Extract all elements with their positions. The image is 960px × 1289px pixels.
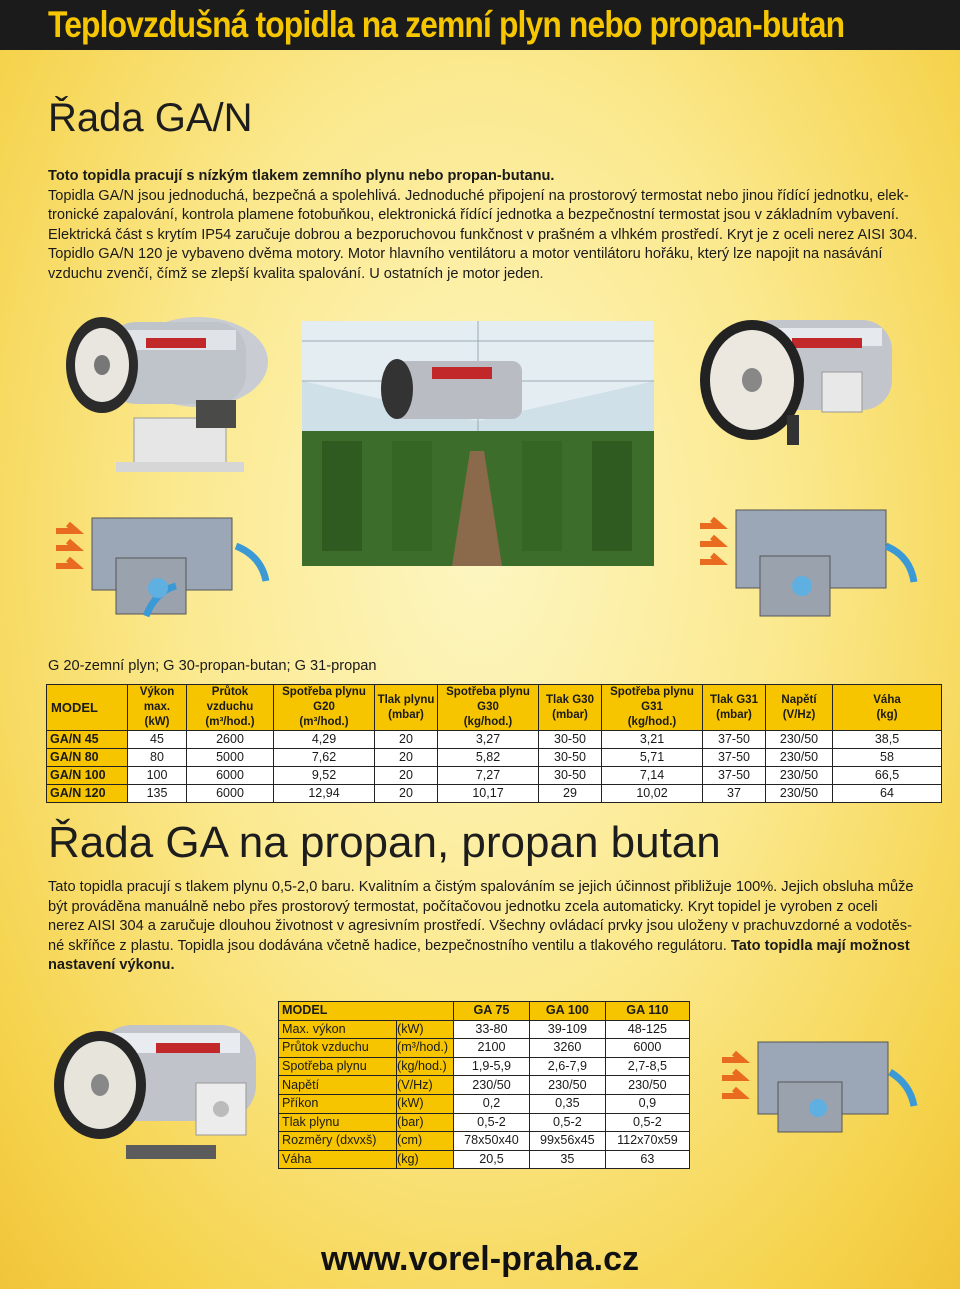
table-cell: 6000 — [187, 767, 274, 785]
table-header-cell: Tlak G30 (mbar) — [539, 685, 602, 731]
table-row — [279, 1094, 690, 1113]
table-header-cell: Výkon max. (kW) — [128, 685, 187, 731]
table-cell: 12,94 — [274, 785, 375, 803]
table-cell: 9,52 — [274, 767, 375, 785]
table-cell: 30-50 — [539, 767, 602, 785]
table-cell: 30-50 — [539, 731, 602, 749]
table-cell: 135 — [128, 785, 187, 803]
table-cell: 5,82 — [438, 749, 539, 767]
row-model-cell: GA/N 120 — [47, 785, 128, 803]
table-cell: 45 — [128, 731, 187, 749]
intro-line: Elektrická část s krytím IP54 zaručuje dobrou a bezporuchovou funkčnost v prašném a vlhkém prostředí. Kryt je z oceli nerez AISI 304. — [48, 226, 918, 243]
table-cell: 0,5-2 — [529, 1113, 605, 1132]
row-unit-cell: (kW) — [397, 1020, 454, 1039]
row-model-cell: GA/N 80 — [47, 749, 128, 767]
row-unit-cell: (V/Hz) — [397, 1076, 454, 1095]
table-cell: 0,2 — [454, 1094, 530, 1113]
table-cell: 112x70x59 — [605, 1132, 689, 1151]
row-label-cell: Max. výkon — [279, 1020, 397, 1039]
table-cell: 37-50 — [703, 749, 766, 767]
airflow-diagram-right — [690, 486, 930, 626]
para-line: nerez AISI 304 a zaručuje dlouhou životnost v agresivním prostředí. Všechny ovládací prvky jsou uloženy v prachuvzdorné a vodotěs- — [48, 918, 912, 934]
table-cell: 2100 — [454, 1039, 530, 1058]
table-cell: 37-50 — [703, 767, 766, 785]
row-label-cell: Průtok vzduchu — [279, 1039, 397, 1058]
gas-type-caption: G 20-zemní plyn; G 30-propan-butan; G 31-propan — [48, 658, 377, 674]
ga-n-spec-table — [46, 684, 942, 803]
section-heading-ga: Řada GA na propan, propan butan — [48, 818, 721, 867]
table-cell: 230/50 — [766, 731, 833, 749]
airflow-diagram-left — [46, 486, 286, 626]
table-header-cell: Spotřeba plynu G20 (m³/hod.) — [274, 685, 375, 731]
table-cell: 7,62 — [274, 749, 375, 767]
table-cell: 20 — [375, 785, 438, 803]
table-cell: 5,71 — [602, 749, 703, 767]
intro-line: Topidla GA/N jsou jednoduchá, bezpečná a spolehlivá. Jednoduché připojení na prostorový termostat nebo jinou řídící jednotku, elek- — [48, 187, 909, 204]
header-bar — [0, 0, 960, 50]
table-cell: 100 — [128, 767, 187, 785]
table-cell: 33-80 — [454, 1020, 530, 1039]
row-label-cell: Rozměry (dxvxš) — [279, 1132, 397, 1151]
table-cell: 6000 — [187, 785, 274, 803]
table-cell: 230/50 — [529, 1076, 605, 1095]
table-cell: 80 — [128, 749, 187, 767]
table-cell: 20,5 — [454, 1150, 530, 1169]
table-cell: 5000 — [187, 749, 274, 767]
intro-paragraph — [48, 167, 918, 284]
table-cell: 0,5-2 — [454, 1113, 530, 1132]
row-label-cell: Napětí — [279, 1076, 397, 1095]
table-cell: 1,9-5,9 — [454, 1057, 530, 1076]
heater-photo-ga-n-right — [692, 300, 932, 480]
row-unit-cell: (kg/hod.) — [397, 1057, 454, 1076]
table-cell: 6000 — [605, 1039, 689, 1058]
table-header-cell: GA 75 — [454, 1002, 530, 1021]
ga-spec-table — [278, 1001, 690, 1169]
table-row — [279, 1076, 690, 1095]
para-line: Tato topidla pracují s tlakem plynu 0,5-2,0 baru. Kvalitním a čistým spalováním se jejich účinnost přibližuje 100%. Jejich obsluha může — [48, 879, 914, 895]
table-cell: 63 — [605, 1150, 689, 1169]
table-header-cell: Tlak plynu (mbar) — [375, 685, 438, 731]
page-title: Teplovzdušná topidla na zemní plyn nebo propan-butan — [48, 4, 845, 45]
table-cell: 48-125 — [605, 1020, 689, 1039]
table-cell: 230/50 — [766, 767, 833, 785]
heater-photo-ga — [46, 1005, 266, 1175]
table-header-cell: GA 110 — [605, 1002, 689, 1021]
intro-lead: Toto topidla pracují s nízkým tlakem zemního plynu nebo propan-butanu. — [48, 168, 555, 184]
table-cell: 3260 — [529, 1039, 605, 1058]
table-cell: 66,5 — [833, 767, 942, 785]
table-cell: 2,6-7,9 — [529, 1057, 605, 1076]
table-cell: 230/50 — [454, 1076, 530, 1095]
para-line: né skříňce z plastu. Topidla jsou dodávána včetně hadice, bezpečnostního ventilu a tlakového regulátoru. — [48, 937, 727, 954]
table-cell: 0,9 — [605, 1094, 689, 1113]
table-header-cell: GA 100 — [529, 1002, 605, 1021]
table-row — [47, 767, 942, 785]
table-row — [279, 1020, 690, 1039]
intro-line: Topidlo GA/N 120 je vybaveno dvěma motory. Motor hlavního ventilátoru a motor ventilátoru hořáku, který lze napojit na nasávání — [48, 246, 883, 262]
table-row — [279, 1057, 690, 1076]
row-model-cell: GA/N 45 — [47, 731, 128, 749]
table-header-cell: MODEL — [47, 685, 128, 731]
table-row — [47, 731, 942, 749]
table-row — [279, 1113, 690, 1132]
table-cell: 37-50 — [703, 731, 766, 749]
table-header-cell: Průtok vzduchu (m³/hod.) — [187, 685, 274, 731]
ga-paragraph — [48, 878, 918, 976]
table-header-cell: MODEL — [279, 1002, 454, 1021]
row-unit-cell: (bar) — [397, 1113, 454, 1132]
table-cell: 4,29 — [274, 731, 375, 749]
row-unit-cell: (cm) — [397, 1132, 454, 1151]
table-header-cell: Tlak G31 (mbar) — [703, 685, 766, 731]
row-label-cell: Příkon — [279, 1094, 397, 1113]
table-cell: 10,17 — [438, 785, 539, 803]
table-cell: 10,02 — [602, 785, 703, 803]
table-header-row — [279, 1002, 690, 1021]
row-unit-cell: (m³/hod.) — [397, 1039, 454, 1058]
table-cell: 20 — [375, 749, 438, 767]
greenhouse-photo — [302, 321, 654, 566]
table-cell: 0,5-2 — [605, 1113, 689, 1132]
table-cell: 3,21 — [602, 731, 703, 749]
table-cell: 230/50 — [766, 749, 833, 767]
table-cell: 29 — [539, 785, 602, 803]
table-cell: 7,27 — [438, 767, 539, 785]
table-cell: 20 — [375, 731, 438, 749]
footer-url[interactable]: www.vorel-praha.cz — [320, 1240, 640, 1278]
row-label-cell: Spotřeba plynu — [279, 1057, 397, 1076]
table-cell: 30-50 — [539, 749, 602, 767]
row-unit-cell: (kW) — [397, 1094, 454, 1113]
table-cell: 20 — [375, 767, 438, 785]
section-heading-ga-n: Řada GA/N — [48, 96, 253, 140]
table-header-cell: Spotřeba plynu G31 (kg/hod.) — [602, 685, 703, 731]
table-cell: 7,14 — [602, 767, 703, 785]
table-header-row — [47, 685, 942, 731]
table-cell: 3,27 — [438, 731, 539, 749]
intro-line: tronické zapalování, kontrola plamene fotobuňkou, elektronická řídící jednotka a bezpečnostní termostat jsou v základním vybavení. — [48, 207, 899, 223]
table-cell: 35 — [529, 1150, 605, 1169]
table-cell: 78x50x40 — [454, 1132, 530, 1151]
row-label-cell: Váha — [279, 1150, 397, 1169]
table-header-cell: Váha (kg) — [833, 685, 942, 731]
table-cell: 64 — [833, 785, 942, 803]
table-cell: 230/50 — [766, 785, 833, 803]
table-row — [279, 1039, 690, 1058]
airflow-diagram-ga — [718, 1012, 918, 1142]
heater-photo-ga-n-left — [46, 300, 286, 480]
para-line: být prováděna manuálně nebo přes prostorový termostat, počítačovou jednotku zcela automaticky. Kryt topidel je vyroben z oceli — [48, 898, 878, 915]
table-cell: 99x56x45 — [529, 1132, 605, 1151]
table-cell: 39-109 — [529, 1020, 605, 1039]
table-header-cell: Spotřeba plynu G30 (kg/hod.) — [438, 685, 539, 731]
row-label-cell: Tlak plynu — [279, 1113, 397, 1132]
table-cell: 2600 — [187, 731, 274, 749]
table-cell: 2,7-8,5 — [605, 1057, 689, 1076]
table-cell: 58 — [833, 749, 942, 767]
para-emphasis: Tato topidla mají možnost nastavení výkonu. — [48, 937, 910, 973]
table-cell: 37 — [703, 785, 766, 803]
row-unit-cell: (kg) — [397, 1150, 454, 1169]
table-cell: 0,35 — [529, 1094, 605, 1113]
table-row — [279, 1132, 690, 1151]
table-row — [279, 1150, 690, 1169]
table-cell: 38,5 — [833, 731, 942, 749]
table-row — [47, 785, 942, 803]
intro-line: vzduchu zvenčí, čímž se zlepší kvalita spalování. U ostatních je motor jeden. — [48, 265, 544, 282]
table-row — [47, 749, 942, 767]
row-model-cell: GA/N 100 — [47, 767, 128, 785]
table-header-cell: Napětí (V/Hz) — [766, 685, 833, 731]
table-cell: 230/50 — [605, 1076, 689, 1095]
